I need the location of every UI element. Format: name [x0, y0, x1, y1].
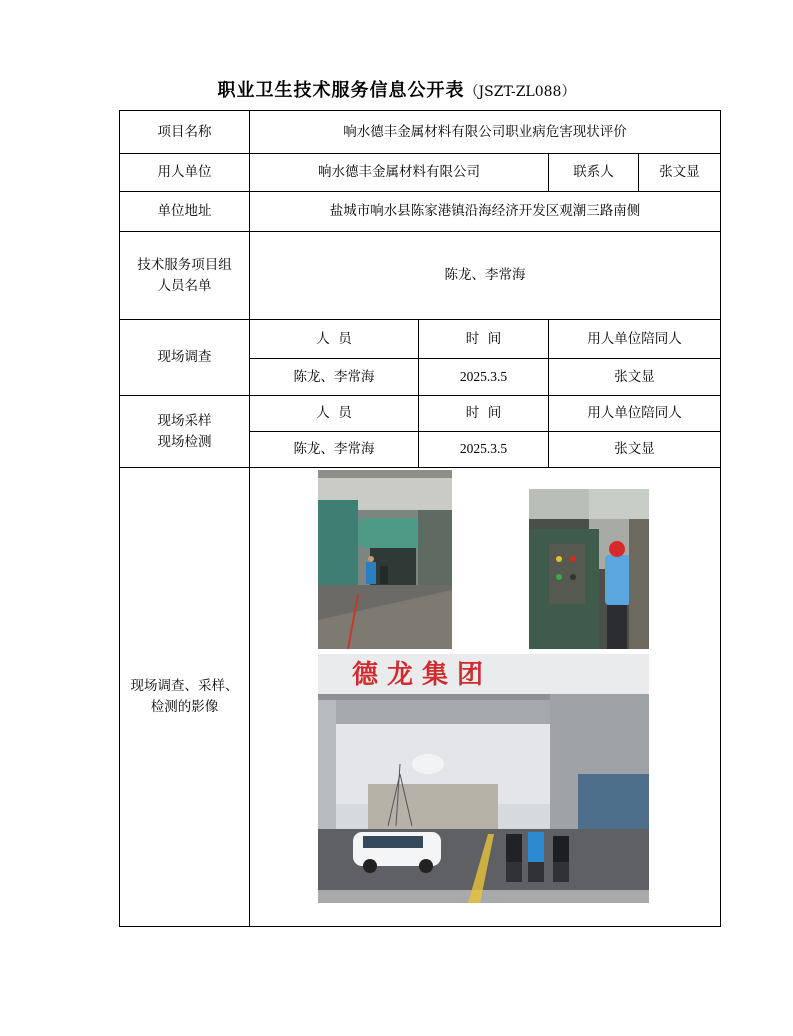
images-label-line2: 检测的影像 — [150, 699, 219, 715]
sampling-label-line2: 现场检测 — [157, 433, 212, 450]
row-sampling-header — [120, 396, 721, 432]
images-label — [120, 468, 250, 927]
photo-control-panel — [529, 489, 649, 649]
project-value: 响水德丰金属材料有限公司职业病危害现状评价 — [250, 111, 721, 154]
images-label-line1: 现场调查、采样、 — [130, 678, 239, 695]
sampling-header-escort: 用人单位陪同人 — [549, 396, 721, 432]
photo-workshop — [318, 470, 452, 649]
sampling-label-line1: 现场采样 — [157, 412, 212, 429]
images-cell — [250, 468, 721, 927]
page-title — [0, 76, 793, 102]
sampling-person: 陈龙、李常海 — [250, 432, 419, 468]
row-survey-header — [120, 320, 721, 359]
survey-time: 2025.3.5 — [419, 359, 549, 396]
title-text: 职业卫生技术服务信息公开表 — [217, 80, 465, 101]
form-code: （JSZT-ZL088） — [464, 84, 576, 100]
address-label: 单位地址 — [120, 192, 250, 232]
row-project — [120, 111, 721, 154]
row-team — [120, 232, 721, 320]
survey-header-escort: 用人单位陪同人 — [549, 320, 721, 359]
survey-header-time: 时 间 — [419, 320, 549, 359]
sampling-header-time: 时 间 — [419, 396, 549, 432]
survey-header-person: 人 员 — [250, 320, 419, 359]
team-label-line1: 技术服务项目组 — [137, 256, 232, 273]
disclosure-table — [119, 110, 721, 927]
sampling-time: 2025.3.5 — [419, 432, 549, 468]
sampling-header-person: 人 员 — [250, 396, 419, 432]
survey-label: 现场调查 — [120, 320, 250, 396]
photo-area — [250, 469, 720, 925]
survey-person: 陈龙、李常海 — [250, 359, 419, 396]
sampling-label — [120, 396, 250, 468]
gate-sign-text: 德龙集团 — [352, 660, 493, 690]
employer-value: 响水德丰金属材料有限公司 — [250, 154, 549, 192]
sampling-escort: 张文显 — [549, 432, 721, 468]
photo-factory-gate — [318, 654, 649, 903]
team-label-line2: 人员名单 — [157, 277, 212, 294]
contact-label: 联系人 — [549, 154, 639, 192]
project-label: 项目名称 — [120, 111, 250, 154]
row-employer — [120, 154, 721, 192]
team-value: 陈龙、李常海 — [250, 232, 721, 320]
contact-value: 张文显 — [639, 154, 721, 192]
row-images — [120, 468, 721, 927]
survey-escort: 张文显 — [549, 359, 721, 396]
employer-label: 用人单位 — [120, 154, 250, 192]
team-label — [120, 232, 250, 320]
address-value: 盐城市响水县陈家港镇沿海经济开发区观潮三路南侧 — [250, 192, 721, 232]
row-address — [120, 192, 721, 232]
